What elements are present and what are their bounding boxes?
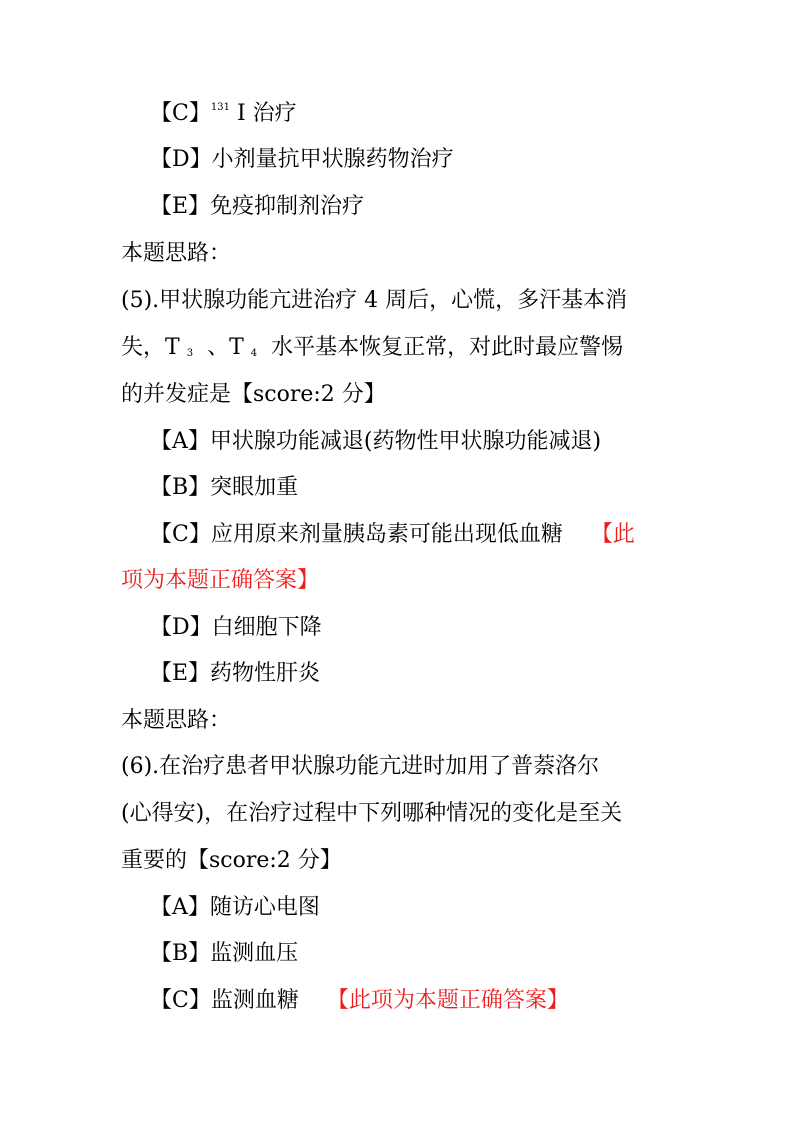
q5-subscript-4: 4 — [250, 348, 258, 359]
q4-option-d: 【D】小剂量抗甲状腺药物治疗 — [150, 147, 454, 172]
q5-analysis-label: 本题思路： — [121, 708, 232, 733]
q4-option-c-text: I 治疗 — [236, 101, 297, 126]
q6-stem-line1: (6).在治疗患者甲状腺功能亢进时加用了普萘洛尔 — [121, 754, 600, 779]
q5-option-e: 【E】药物性肝炎 — [150, 661, 321, 686]
q5-option-d: 【D】白细胞下降 — [150, 615, 322, 640]
q5-stem-line2-part-b: 、T — [207, 335, 244, 360]
q6-stem-line3: 重要的【score:2 分】 — [121, 848, 342, 873]
q6-stem-line2: (心得安)，在治疗过程中下列哪种情况的变化是至关 — [121, 801, 623, 826]
q4-option-c-prefix: 【C】 — [150, 101, 211, 126]
q5-option-a: 【A】甲状腺功能减退(药物性甲状腺功能减退) — [150, 429, 602, 454]
q5-stem-line2-part-a: 失，T — [121, 335, 180, 360]
q6-option-a: 【A】随访心电图 — [150, 895, 320, 920]
q4-option-c-superscript: 131 — [210, 102, 230, 113]
q5-stem-line2-part-c: 水平基本恢复正常，对此时最应警惕 — [271, 335, 624, 360]
q5-option-b: 【B】突眼加重 — [150, 475, 299, 500]
q5-stem-line2 — [121, 333, 623, 363]
q6-option-b: 【B】监测血压 — [150, 941, 299, 966]
q5-stem-line1: (5).甲状腺功能亢进治疗 4 周后，心慌，多汗基本消 — [121, 288, 628, 313]
q5-option-c-text: 【C】应用原来剂量胰岛素可能出现低血糖 — [150, 522, 563, 547]
q4-option-c — [150, 99, 297, 129]
q5-stem-line3: 的并发症是【score:2 分】 — [121, 382, 386, 407]
q4-option-e: 【E】免疫抑制剂治疗 — [150, 194, 365, 219]
q6-option-c-text: 【C】监测血糖 — [150, 988, 299, 1013]
q6-option-c — [150, 986, 569, 1016]
q5-subscript-3: 3 — [186, 348, 194, 359]
q5-option-c — [150, 520, 635, 550]
q5-correct-mark-end: 项为本题正确答案】 — [121, 568, 320, 593]
q6-correct-mark: 【此项为本题正确答案】 — [326, 988, 569, 1013]
q5-correct-mark-start: 【此 — [590, 522, 635, 547]
q4-analysis-label: 本题思路： — [121, 241, 232, 266]
